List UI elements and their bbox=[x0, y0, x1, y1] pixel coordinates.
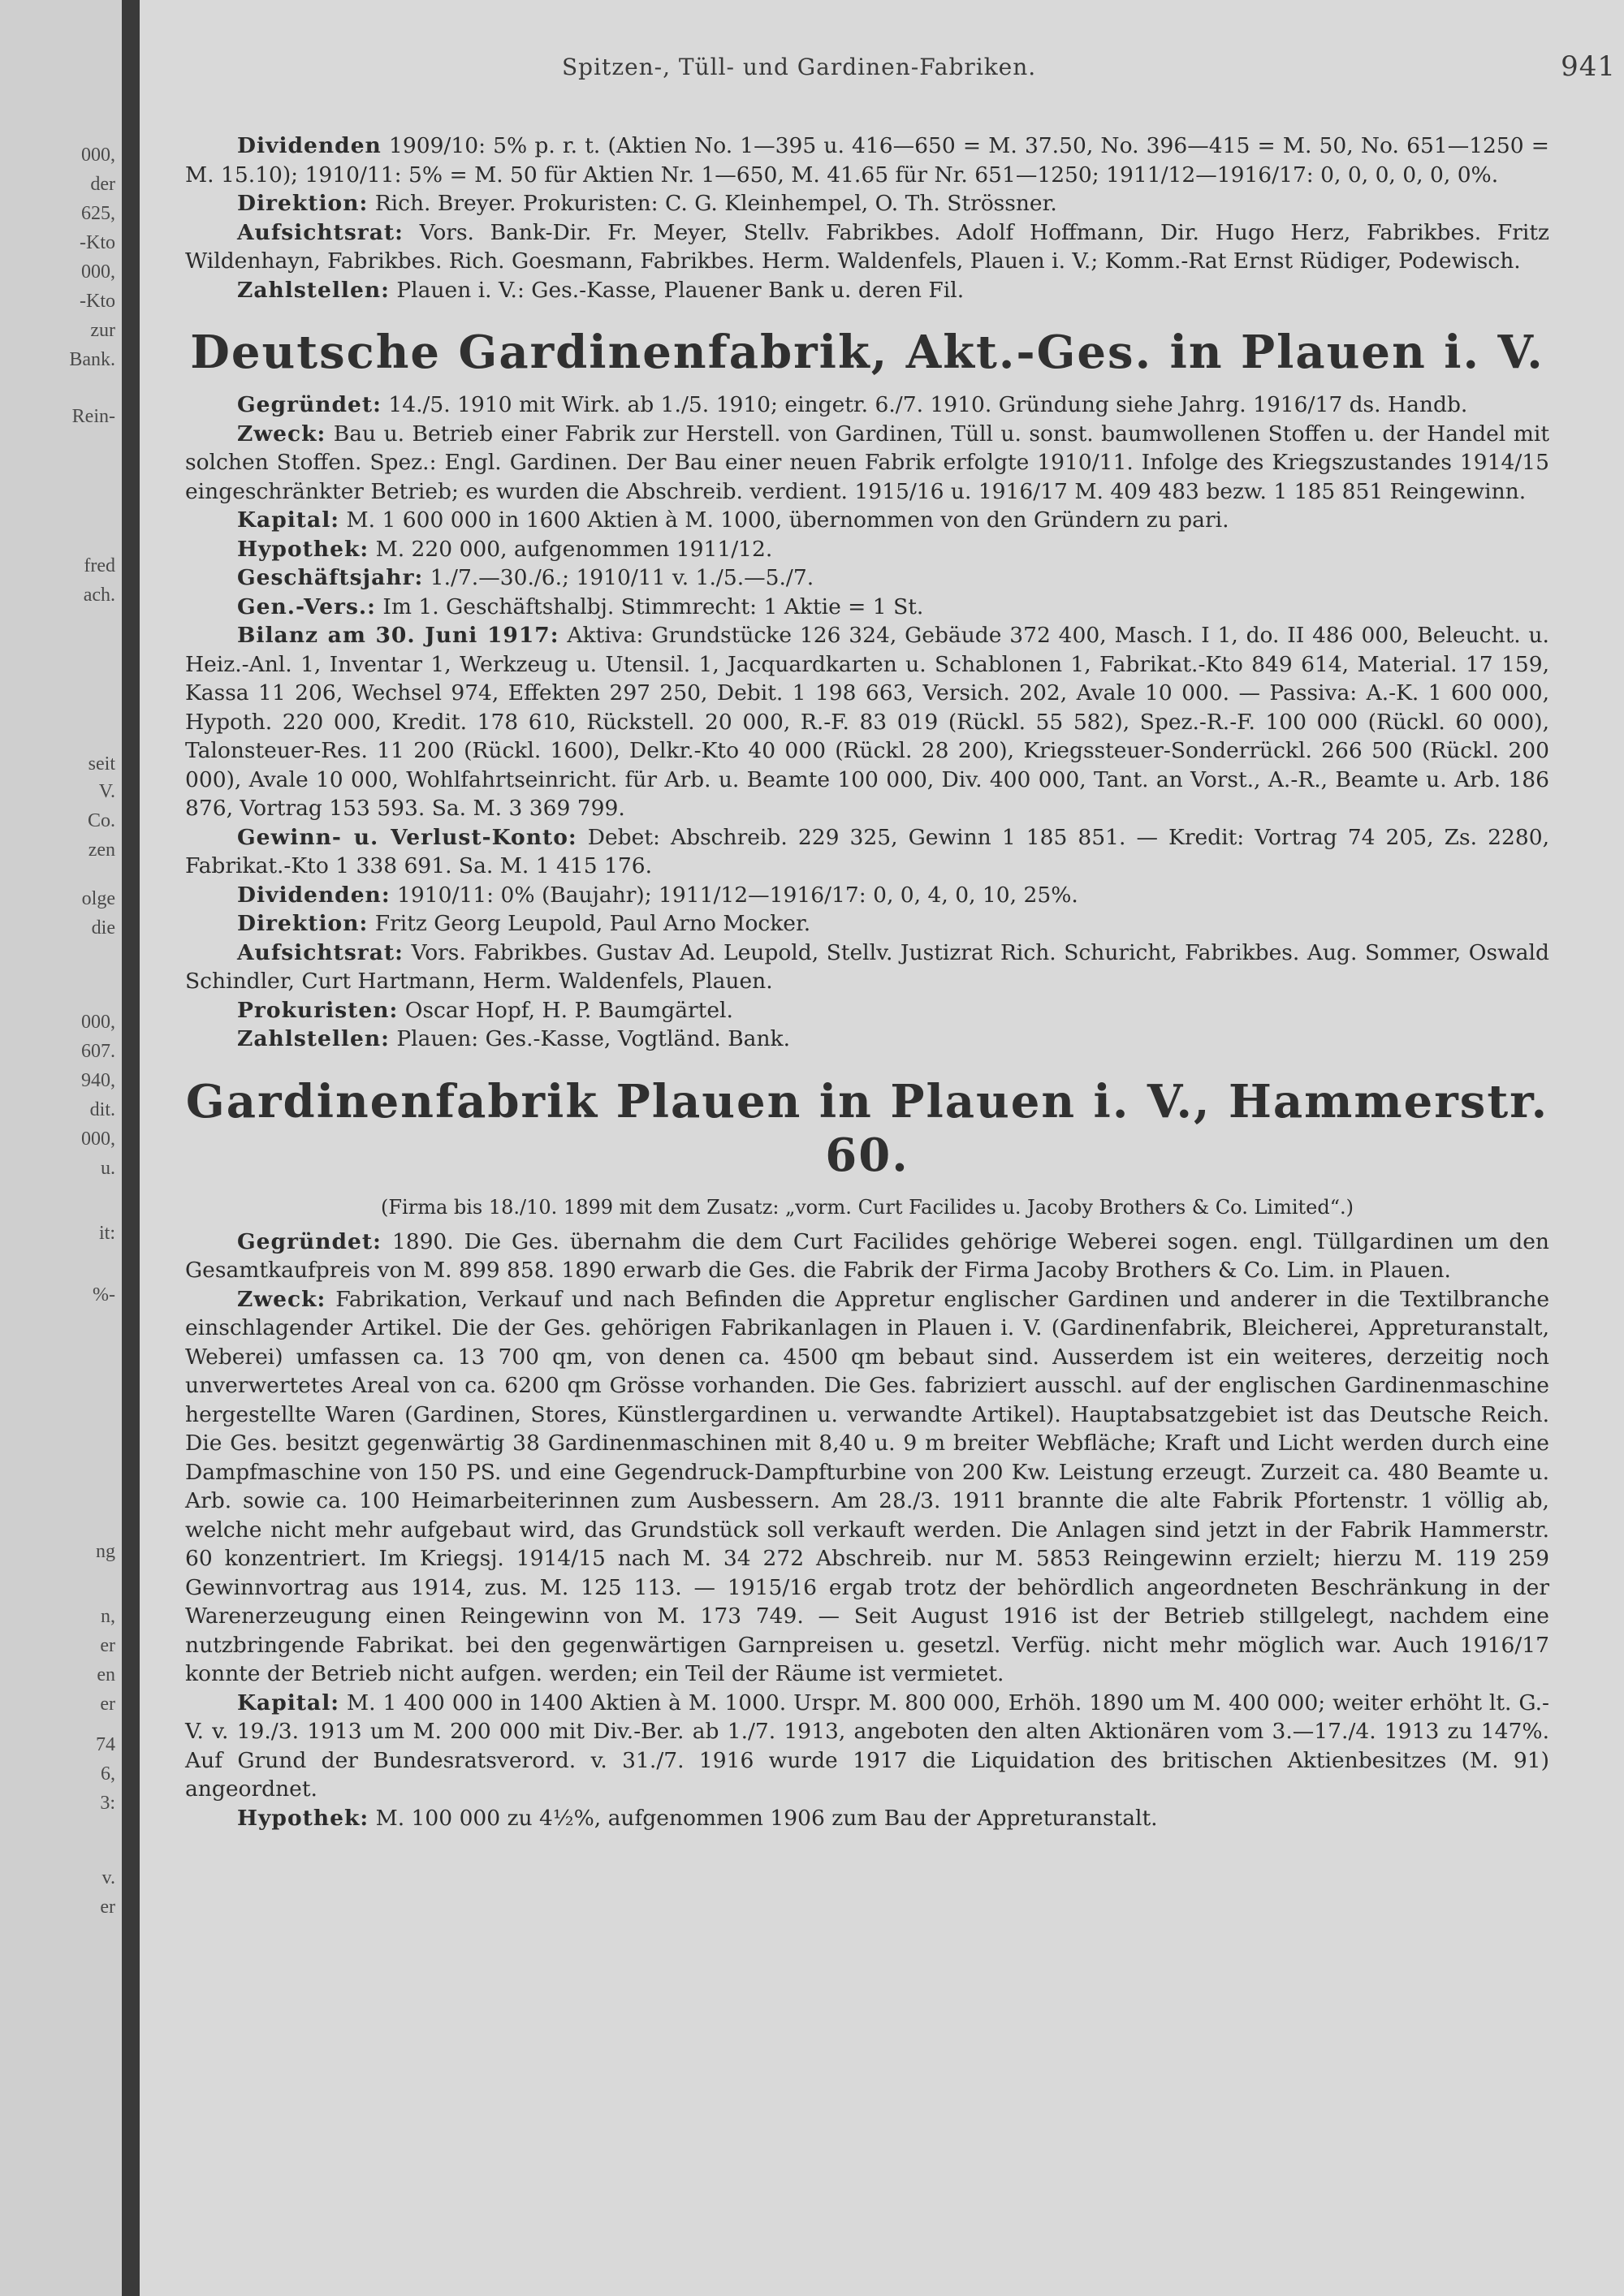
field-text: 1890. Die Ges. übernahm die dem Curt Facilides gehörige Weberei sogen. engl. Tüllgardinen um den Gesamtkaufpreis von M. 899 858. 1890 erwarb die Ges. die Fabrik der Firma Jacoby Brothers & Co. Lim. in Plauen. bbox=[185, 1228, 1549, 1283]
field-text: Rich. Breyer. Prokuristen: C. G. Kleinhempel, O. Th. Strössner. bbox=[368, 191, 1057, 216]
field-label: Prokuristen: bbox=[237, 997, 399, 1023]
field-label: Gen.-Vers.: bbox=[237, 593, 376, 619]
field-label: Aufsichtsrat: bbox=[237, 219, 404, 245]
field-text: 1910/11: 0% (Baujahr); 1911/12—1916/17: 0, 0, 4, 0, 10, 25%. bbox=[390, 882, 1078, 908]
field-text: Debet: Abschreib. 229 325, Gewinn 1 185 851. — Kredit: Vortrag 74 205, Zs. 2280, Fabrikat.-Kto 1 338 691. Sa. M. 1 415 176. bbox=[185, 824, 1549, 878]
margin-fragment: fred bbox=[84, 555, 115, 576]
company-heading: Gardinenfabrik Plauen in Plauen i. V., Hammerstr. 60. bbox=[185, 1074, 1549, 1182]
margin-fragment: Co. bbox=[87, 810, 115, 831]
field-text: 14./5. 1910 mit Wirk. ab 1./5. 1910; eingetr. 6./7. 1910. Gründung siehe Jahrg. 1916/17 ds. Handb. bbox=[381, 392, 1468, 417]
entry-paragraph bbox=[185, 621, 1549, 823]
field-text: Vors. Fabrikbes. Gustav Ad. Leupold, Stellv. Justizrat Rich. Schuricht, Fabrikbes. Aug. Sommer, Oswald Schindler, Curt Hartmann, Herm. Waldenfels, Plauen. bbox=[185, 939, 1549, 994]
field-label: Kapital: bbox=[237, 1690, 340, 1716]
field-text: Oscar Hopf, H. P. Baumgärtel. bbox=[398, 997, 733, 1023]
field-text: Plauen: Ges.-Kasse, Vogtländ. Bank. bbox=[389, 1026, 791, 1051]
entry-paragraph bbox=[185, 939, 1549, 996]
margin-fragment: 625, bbox=[81, 203, 115, 224]
entry-gardinenfabrik-plauen bbox=[185, 1075, 1549, 1833]
entry-paragraph bbox=[185, 276, 1549, 305]
margin-fragment: v. bbox=[102, 1867, 115, 1888]
entry-paragraph bbox=[185, 420, 1549, 507]
running-title: Spitzen-, Tüll- und Gardinen-Fabriken. bbox=[562, 54, 1037, 80]
field-label: Hypothek: bbox=[237, 536, 369, 562]
entry-paragraph bbox=[185, 823, 1549, 881]
document-page bbox=[140, 0, 1624, 2296]
entry-paragraph bbox=[185, 391, 1549, 420]
running-header bbox=[140, 50, 1624, 83]
entry-paragraph bbox=[185, 132, 1549, 189]
margin-fragment: ach. bbox=[83, 585, 115, 606]
margin-fragment: Bank. bbox=[69, 349, 115, 370]
field-label: Dividenden: bbox=[237, 882, 391, 908]
margin-fragment: 000, bbox=[81, 261, 115, 283]
entry-paragraph bbox=[185, 881, 1549, 910]
firm-name-note: (Firma bis 18./10. 1899 mit dem Zusatz: „vorm. Curt Facilides u. Jacoby Brothers & Co. Limited“.) bbox=[381, 1195, 1354, 1219]
field-text: Bau u. Betrieb einer Fabrik zur Herstell. von Gardinen, Tüll u. sonst. baumwollenen Stoffen u. der Handel mit solchen Stoffen. Spez.: Engl. Gardinen. Der Bau einer neuen Fabrik erfolgte 1910/11. Infolge des Kriegszustandes 1914/15 eingeschränkter Betrieb; es wurden die Abschreib. verdient. 1915/16 u. 1916/17 M. 409 483 bezw. 1 185 851 Reingewinn. bbox=[185, 421, 1549, 504]
margin-fragment: er bbox=[100, 1897, 115, 1918]
field-label: Aufsichtsrat: bbox=[237, 939, 404, 965]
field-label: Dividenden bbox=[237, 133, 382, 158]
field-text: M. 220 000, aufgenommen 1911/12. bbox=[369, 536, 773, 562]
margin-fragment: 3: bbox=[100, 1793, 115, 1814]
margin-fragment: 000, bbox=[81, 145, 115, 166]
margin-fragment: der bbox=[90, 174, 115, 195]
margin-fragment: V. bbox=[98, 781, 115, 802]
entry-paragraph bbox=[185, 1804, 1549, 1833]
field-label: Zahlstellen: bbox=[237, 277, 390, 303]
field-label: Zweck: bbox=[237, 421, 326, 447]
entry-paragraph bbox=[185, 1285, 1549, 1689]
field-text: Vors. Bank-Dir. Fr. Meyer, Stellv. Fabrikbes. Adolf Hoffmann, Dir. Hugo Herz, Fabrikbes. Fritz Wildenhayn, Fabrikbes. Rich. Goesmann, Fabrikbes. Herm. Waldenfels, Plauen i. V.; Komm.-Rat Ernst Rüdiger, Podewisch. bbox=[185, 219, 1549, 274]
margin-fragment: -Kto bbox=[80, 232, 115, 253]
entry-deutsche-gardinenfabrik bbox=[185, 326, 1549, 1054]
field-text: 1./7.—30./6.; 1910/11 v. 1./5.—5./7. bbox=[423, 565, 814, 590]
field-text: Fritz Georg Leupold, Paul Arno Mocker. bbox=[368, 911, 811, 936]
margin-fragment: olge bbox=[81, 888, 115, 909]
margin-fragment: er bbox=[100, 1694, 115, 1715]
field-label: Kapital: bbox=[237, 507, 340, 533]
entry-paragraph bbox=[185, 218, 1549, 276]
margin-fragment: 607. bbox=[81, 1041, 115, 1062]
margin-fragment: %- bbox=[93, 1284, 115, 1306]
margin-fragment: 74 bbox=[96, 1734, 115, 1755]
entry-paragraph bbox=[185, 506, 1549, 535]
entry-continuation bbox=[185, 132, 1549, 304]
field-label: Direktion: bbox=[237, 911, 369, 936]
margin-fragment: dit. bbox=[89, 1099, 115, 1120]
field-label: Zahlstellen: bbox=[237, 1026, 390, 1051]
field-label: Zweck: bbox=[237, 1286, 326, 1312]
field-label: Bilanz am 30. Juni 1917: bbox=[237, 623, 559, 648]
entry-paragraph bbox=[185, 1689, 1549, 1804]
margin-fragment: 000, bbox=[81, 1012, 115, 1033]
field-label: Direktion: bbox=[237, 191, 369, 216]
margin-fragment: 000, bbox=[81, 1129, 115, 1150]
field-label: Gewinn- u. Verlust-Konto: bbox=[237, 824, 577, 850]
field-text: Plauen i. V.: Ges.-Kasse, Plauener Bank u. deren Fil. bbox=[389, 277, 965, 303]
entry-paragraph bbox=[185, 996, 1549, 1025]
entry-paragraph bbox=[185, 535, 1549, 564]
margin-fragment: die bbox=[91, 917, 115, 939]
margin-fragment: er bbox=[100, 1635, 115, 1656]
page-number: 941 bbox=[1561, 50, 1616, 83]
field-text: M. 100 000 zu 4½%, aufgenommen 1906 zum Bau der Appreturanstalt. bbox=[369, 1805, 1158, 1831]
margin-fragment: 940, bbox=[81, 1070, 115, 1091]
field-label: Gegründet: bbox=[237, 392, 382, 417]
field-label: Hypothek: bbox=[237, 1805, 369, 1831]
field-text: 1909/10: 5% p. r. t. (Aktien No. 1—395 u. 416—650 = M. 37.50, No. 396—415 = M. 50, No. 651—1250 = M. 15.10); 1910/11: 5% = M. 50 für Aktien Nr. 1—650, M. 41.65 für Nr. 651—1250; 1911/12—1916/17: 0, 0, 0, 0, 0, 0%. bbox=[185, 133, 1549, 188]
book-gutter bbox=[122, 0, 140, 2296]
margin-fragment: Rein- bbox=[71, 406, 115, 427]
field-text: Aktiva: Grundstücke 126 324, Gebäude 372 400, Masch. I 1, do. II 486 000, Beleucht. u. Heiz.-Anl. 1, Inventar 1, Werkzeug u. Utensil. 1, Jacquardkarten u. Schablonen 1, Fabrikat.-Kto 849 614, Material. 17 159, Kassa 11 206, Wechsel 974, Effekten 297 250, Debit. 1 198 663, Versich. 202, Avale 10 000. — Passiva: A.-K. 1 600 000, Hypoth. 220 000, Kredit. 178 610, Rückstell. 20 000, R.-F. 83 019 (Rückl. 55 582), Spez.-R.-F. 100 000 (Rückl. 60 000), Talonsteuer-Res. 11 200 (Rückl. 1600), Delkr.-Kto 40 000 (Rückl. 28 200), Kriegssteuer-Sonderrückl. 266 500 (Rückl. 200 000), Avale 10 000, Wohlfahrtseinricht. für Arb. u. Beamte 100 000, Div. 400 000, Tant. an Vorst., A.-R., Beamte u. Arb. 186 876, Vortrag 153 593. Sa. M. 3 369 799. bbox=[185, 623, 1549, 821]
margin-fragment: 6, bbox=[101, 1763, 115, 1785]
margin-fragment: -Kto bbox=[80, 291, 115, 312]
margin-fragment: zen bbox=[88, 839, 115, 861]
adjacent-page-strip bbox=[0, 0, 122, 2296]
field-label: Geschäftsjahr: bbox=[237, 565, 424, 590]
entry-paragraph bbox=[185, 1025, 1549, 1054]
field-text: M. 1 600 000 in 1600 Aktien à M. 1000, übernommen von den Gründern zu pari. bbox=[339, 507, 1229, 533]
entry-paragraph bbox=[185, 593, 1549, 622]
entry-paragraph bbox=[185, 1228, 1549, 1285]
margin-fragment: seit bbox=[88, 753, 115, 775]
company-heading: Deutsche Gardinenfabrik, Akt.-Ges. in Plauen i. V. bbox=[190, 326, 1544, 379]
margin-fragment: u. bbox=[101, 1158, 115, 1179]
entry-paragraph bbox=[185, 909, 1549, 939]
field-text: Fabrikation, Verkauf und nach Befinden die Appretur englischer Gardinen und anderer in die Textilbranche einschlagender Artikel. Die der Ges. gehörigen Fabrikanlagen in Plauen i. V. (Gardinenfabrik, Bleicherei, Appreturanstalt, Weberei) umfassen ca. 13 700 qm, von denen ca. 4500 qm bebaut sind. Ausserdem ist ein weiteres, derzeitig noch unverwertetes Areal von ca. 6200 qm Grösse vorhanden. Die Ges. fabriziert ausschl. auf der englischen Gardinenmaschine hergestellte Waren (Gardinen, Stores, Künstlergardinen u. verwandte Artikel). Hauptabsatzgebiet ist das Deutsche Reich. Die Ges. besitzt gegenwärtig 38 Gardinenmaschinen mit 8,40 u. 9 m breiter Webfläche; Kraft und Licht werden durch eine Dampfmaschine von 150 PS. und eine Gegendruck-Dampfturbine von 200 Kw. Leistung erzeugt. Zurzeit ca. 480 Beamte u. Arb. sowie ca. 100 Heimarbeiterinnen zum Ausbessern. Am 28./3. 1911 brannte die alte Fabrik Pfortenstr. 1 völlig ab, welche nicht mehr aufgebaut wird, das Grundstück soll verkauft werden. Die Anlagen sind jetzt in der Fabrik Hammerstr. 60 konzentriert. Im Kriegsj. 1914/15 nach M. 34 272 Abschreib. nur M. 5853 Reingewinn erzielt; hierzu M. 119 259 Gewinnvortrag aus 1914, zus. M. 125 113. — 1915/16 ergab trotz der behördlich angeordneten Beschränkung in der Warenerzeugung einen Reingewinn von M. 173 749. — Seit August 1916 ist der Betrieb stillgelegt, nachdem eine nutzbringende Fabrikat. bei den gegenwärtigen Garnpreisen u. gesetzl. Verfüg. nicht mehr möglich war. Auch 1916/17 konnte der Betrieb nicht aufgen. werden; ein Teil der Räume ist vermietet. bbox=[185, 1286, 1549, 1686]
entry-paragraph bbox=[185, 189, 1549, 218]
margin-fragment: n, bbox=[101, 1606, 115, 1627]
margin-fragment: en bbox=[97, 1664, 115, 1685]
margin-fragment: ng bbox=[96, 1541, 115, 1562]
entry-paragraph bbox=[185, 563, 1549, 593]
margin-fragment: it: bbox=[98, 1223, 115, 1244]
field-label: Gegründet: bbox=[237, 1228, 382, 1254]
margin-fragment: zur bbox=[90, 320, 115, 341]
field-text: Im 1. Geschäftshalbj. Stimmrecht: 1 Aktie = 1 St. bbox=[375, 593, 924, 619]
page-content bbox=[185, 132, 1549, 1832]
field-text: M. 1 400 000 in 1400 Aktien à M. 1000. Urspr. M. 800 000, Erhöh. 1890 um M. 400 000; weiter erhöht lt. G.-V. v. 19./3. 1913 um M. 200 000 mit Div.-Ber. ab 1./7. 1913, angeboten den alten Aktionären vom 3.—17./4. 1913 zu 147%. Auf Grund der Bundesratsverord. v. 31./7. 1916 wurde 1917 die Liquidation des britischen Aktienbesitzes (M. 91) angeordnet. bbox=[185, 1690, 1549, 1802]
